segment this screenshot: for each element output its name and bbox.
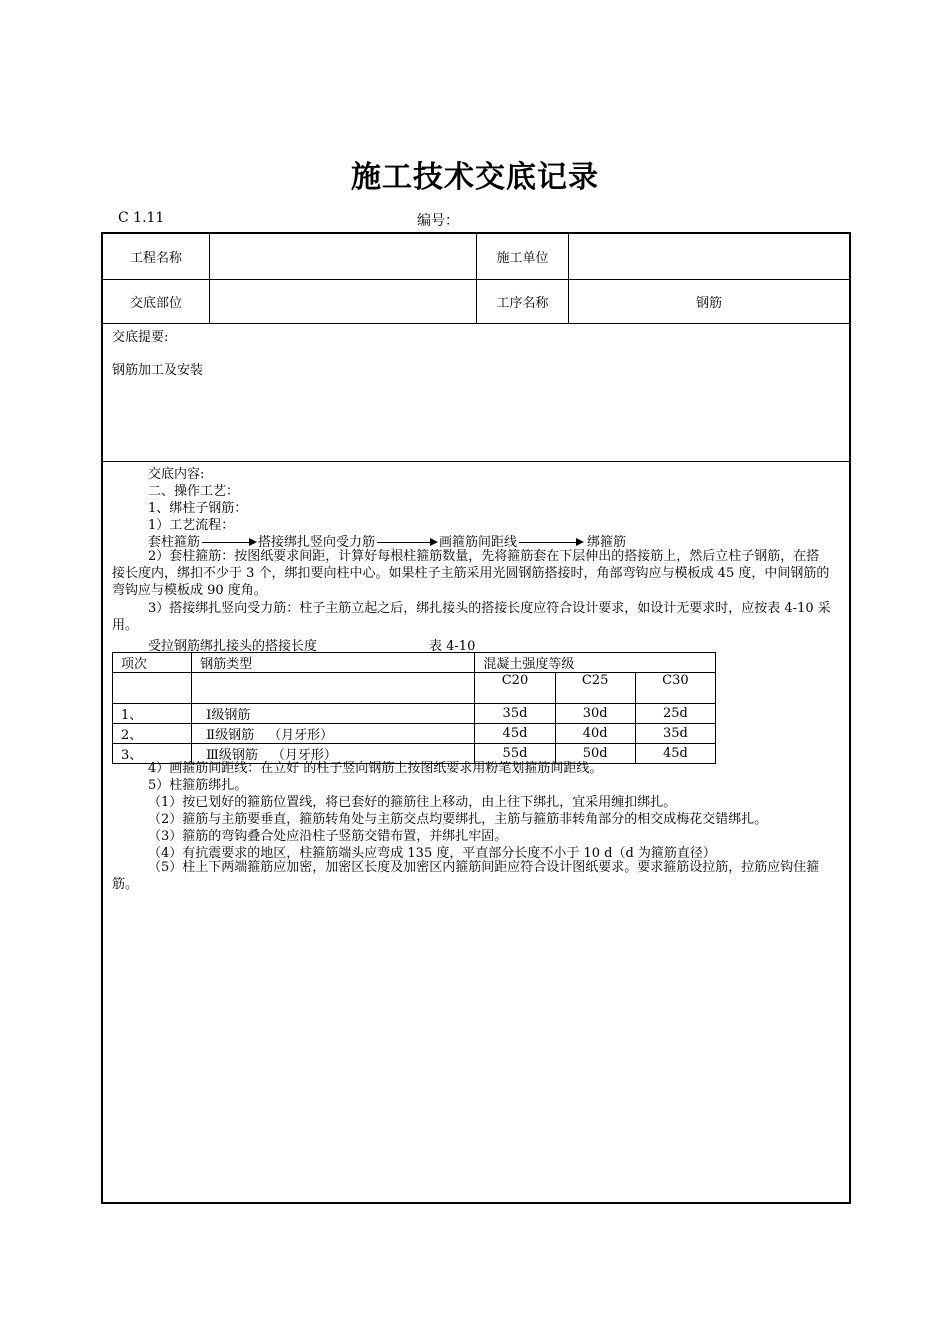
col-header-grade: 混凝土强度等级 (475, 653, 716, 673)
col-header-item: 项次 (113, 653, 192, 673)
sub-item-1: （1）按已划好的箍筋位置线，将已套好的箍筋往上移动，由上往下绑扎，宜采用缠扣绑扎。 (148, 795, 677, 810)
process-value: 钢筋 (695, 296, 722, 311)
construction-unit-label: 施工单位 (496, 251, 549, 266)
grade-header: C20 (475, 673, 555, 704)
flow-step: 画箍筋间距线 (439, 535, 518, 550)
summary-label: 交底提要: (112, 330, 169, 345)
item-1: 1、绑柱子钢筋： (148, 501, 248, 516)
sub-item-4: （4）有抗震要求的地区，柱箍筋端头应弯成 135 度，平直部分长度不小于 10 d（d 为箍筋直径） (148, 846, 716, 861)
lap-value: 25d (635, 704, 715, 724)
project-name-field[interactable] (210, 234, 476, 279)
rebar-type: Ⅱ级钢筋 （月牙形） (192, 724, 475, 744)
row-number: 2、 (113, 724, 192, 744)
form-code: C 1.11 (118, 210, 165, 226)
section-heading: 二、操作工艺： (148, 484, 240, 499)
lap-value: 35d (475, 704, 555, 724)
item-3: 3）搭接绑扎竖向受力筋：柱子主筋立起之后，绑扎接头的搭接长度应符合设计要求，如设计无要求时，应按表 4-10 采用。 (112, 601, 831, 633)
grade-header: C30 (635, 673, 715, 704)
summary-text: 钢筋加工及安装 (112, 363, 204, 378)
process-label: 工序名称 (496, 296, 549, 311)
table-row (113, 724, 716, 744)
row-number: 3、 (113, 744, 192, 764)
item-5: 5）柱箍筋绑扎。 (148, 778, 248, 793)
arrow-icon (377, 542, 431, 543)
row-number: 1、 (113, 704, 192, 724)
row-divider (103, 323, 849, 324)
lap-value: 35d (635, 724, 715, 744)
page-title: 施工技术交底记录 (351, 160, 599, 195)
rebar-type: Ⅲ级钢筋 （月牙形） (192, 744, 475, 764)
project-name-label: 工程名称 (129, 251, 182, 266)
flow-step: 搭接绑扎竖向受力筋 (258, 535, 376, 550)
lap-value: 45d (635, 744, 715, 764)
item-4: 4）画箍筋间距线：在立好 的柱子竖向钢筋上按图纸要求用粉笔划箍筋间距线。 (148, 761, 603, 776)
sub-item-5: （5）柱上下两端箍筋应加密，加密区长度及加密区内箍筋间距应符合设计图纸要求。要求箍筋设拉筋，拉筋应钩住箍筋。 (112, 860, 820, 892)
table-number: 表 4-10 (429, 639, 476, 654)
arrow-icon (202, 542, 250, 543)
location-label: 交底部位 (129, 296, 182, 311)
table-row (113, 704, 716, 724)
grade-header: C25 (555, 673, 635, 704)
content-label: 交底内容: (148, 467, 205, 482)
sub-item-2: （2）箍筋与主筋要垂直，箍筋转角处与主筋交点均要绑扎，主筋与箍筋非转角部分的相交成梅花交错绑扎。 (148, 812, 768, 827)
location-field[interactable] (210, 280, 476, 323)
row-divider (103, 461, 849, 462)
lap-value: 30d (555, 704, 635, 724)
item-1-1: 1）工艺流程： (148, 518, 235, 533)
item-2: 2）套柱箍筋：按图纸要求间距，计算好每根柱箍筋数量，先将箍筋套在下层伸出的搭接筋上，然后立柱子钢筋，在搭接长度内，绑扣不少于 3 个，绑扣要向柱中心。如果柱子主筋采用光圆钢筋搭接时，角部弯钩应与模板成 45 度，中间钢筋的弯钩应与模板成 90 度角。 (112, 549, 830, 598)
table-caption: 受拉钢筋绑扎接头的搭接长度 (148, 639, 318, 654)
lap-value: 40d (555, 724, 635, 744)
lap-value: 55d (475, 744, 555, 764)
col-header-type: 钢筋类型 (192, 653, 475, 673)
serial-number-label: 编号： (417, 213, 459, 229)
flow-step: 套柱箍筋 (148, 535, 201, 550)
record-form (101, 232, 851, 1204)
sub-item-3: （3）箍筋的弯钩叠合处应沿柱子竖筋交错布置，并绑扎牢固。 (148, 829, 508, 844)
arrow-icon (519, 542, 577, 543)
flow-step: 绑箍筋 (587, 535, 627, 550)
construction-unit-field[interactable] (569, 234, 849, 279)
lap-value: 50d (555, 744, 635, 764)
rebar-type: Ⅰ级钢筋 (192, 704, 475, 724)
lap-value: 45d (475, 724, 555, 744)
lap-length-table (112, 652, 716, 764)
